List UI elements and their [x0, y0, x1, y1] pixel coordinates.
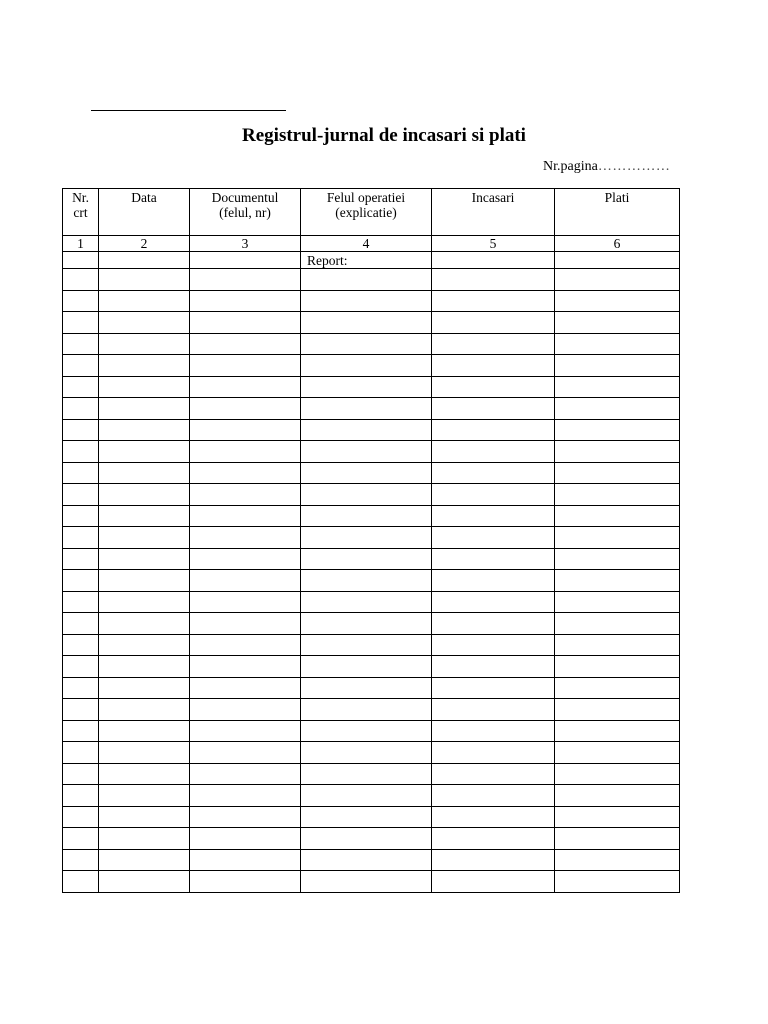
table-cell: [190, 269, 301, 291]
table-cell: [432, 290, 555, 312]
table-cell: [190, 376, 301, 398]
header-documentul: Documentul (felul, nr): [190, 189, 301, 236]
table-cell: [99, 613, 190, 635]
table-cell: [99, 441, 190, 463]
table-cell: [555, 376, 680, 398]
table-cell: [555, 462, 680, 484]
column-number: 4: [301, 236, 432, 252]
table-row: [63, 441, 680, 463]
table-cell: [190, 355, 301, 377]
table-cell: [99, 570, 190, 592]
table-cell: [190, 290, 301, 312]
table-cell: [301, 828, 432, 850]
table-cell: [555, 252, 680, 269]
table-cell: [99, 269, 190, 291]
table-cell: [432, 527, 555, 549]
table-row: [63, 677, 680, 699]
table-cell: [99, 742, 190, 764]
table-cell: [63, 333, 99, 355]
table-cell: [432, 462, 555, 484]
table-cell: [301, 441, 432, 463]
table-cell: [432, 269, 555, 291]
table-cell: [190, 634, 301, 656]
table-cell: [432, 634, 555, 656]
table-cell: [190, 677, 301, 699]
table-row: [63, 591, 680, 613]
table-cell: [63, 419, 99, 441]
table-cell: [555, 785, 680, 807]
table-cell: [63, 527, 99, 549]
table-cell: [301, 269, 432, 291]
table-cell: [190, 570, 301, 592]
table-cell: [301, 656, 432, 678]
table-cell: [99, 785, 190, 807]
table-cell: [99, 720, 190, 742]
table-cell: [432, 376, 555, 398]
page-title: Registrul-jurnal de incasari si plati: [242, 125, 526, 146]
table-cell: [99, 419, 190, 441]
table-cell: [432, 570, 555, 592]
page-number-dots: ……………: [597, 159, 671, 174]
table-cell: [301, 312, 432, 334]
table-cell: [301, 419, 432, 441]
table-cell: [301, 613, 432, 635]
table-cell: [63, 742, 99, 764]
table-row: [63, 613, 680, 635]
table-cell: [301, 333, 432, 355]
report-label: Report:: [301, 252, 432, 269]
table-cell: [190, 484, 301, 506]
table-row: [63, 376, 680, 398]
table-cell: [63, 290, 99, 312]
table-cell: [99, 699, 190, 721]
table-cell: [432, 763, 555, 785]
table-row: [63, 505, 680, 527]
table-cell: [63, 570, 99, 592]
table-cell: [555, 548, 680, 570]
table-cell: [99, 871, 190, 893]
table-row: [63, 763, 680, 785]
table-cell: [555, 527, 680, 549]
table-cell: [190, 785, 301, 807]
table-cell: [190, 252, 301, 269]
table-cell: [63, 269, 99, 291]
table-cell: [190, 613, 301, 635]
table-cell: [555, 484, 680, 506]
table-cell: [432, 720, 555, 742]
table-cell: [63, 634, 99, 656]
table-row: [63, 398, 680, 420]
table-cell: [555, 591, 680, 613]
table-row: [63, 462, 680, 484]
table-row: [63, 269, 680, 291]
page-number-label: Nr.pagina: [543, 159, 598, 174]
table-cell: [555, 441, 680, 463]
table-row: [63, 849, 680, 871]
table-cell: [301, 591, 432, 613]
table-cell: [301, 699, 432, 721]
table-row: [63, 828, 680, 850]
table-cell: [99, 252, 190, 269]
table-cell: [301, 677, 432, 699]
table-cell: [301, 785, 432, 807]
table-cell: [301, 355, 432, 377]
table-cell: [99, 484, 190, 506]
table-cell: [301, 376, 432, 398]
table-cell: [63, 785, 99, 807]
table-cell: [63, 720, 99, 742]
table-cell: [301, 634, 432, 656]
table-cell: [555, 742, 680, 764]
table-cell: [301, 462, 432, 484]
table-cell: [63, 849, 99, 871]
table-cell: [301, 570, 432, 592]
table-cell: [432, 656, 555, 678]
table-cell: [190, 742, 301, 764]
table-row: [63, 484, 680, 506]
table-cell: [190, 548, 301, 570]
table-cell: [301, 548, 432, 570]
table-cell: [301, 527, 432, 549]
table-cell: [63, 806, 99, 828]
table-cell: [99, 290, 190, 312]
table-row: [63, 570, 680, 592]
table-row: [63, 656, 680, 678]
column-number: 2: [99, 236, 190, 252]
table-cell: [301, 763, 432, 785]
table-cell: [301, 742, 432, 764]
table-row: [63, 785, 680, 807]
column-number: 1: [63, 236, 99, 252]
table-cell: [555, 720, 680, 742]
table-cell: [190, 527, 301, 549]
table-cell: [301, 849, 432, 871]
table-cell: [432, 505, 555, 527]
table-cell: [555, 871, 680, 893]
table-cell: [190, 591, 301, 613]
table-row: [63, 419, 680, 441]
table-cell: [432, 828, 555, 850]
table-cell: [432, 548, 555, 570]
table-cell: [190, 763, 301, 785]
table-cell: [432, 677, 555, 699]
table-cell: [63, 376, 99, 398]
column-number: 3: [190, 236, 301, 252]
table-cell: [99, 333, 190, 355]
table-cell: [555, 849, 680, 871]
table-cell: [63, 441, 99, 463]
header-incasari: Incasari: [432, 189, 555, 236]
table-cell: [99, 591, 190, 613]
table-cell: [190, 333, 301, 355]
table-cell: [99, 634, 190, 656]
header-plati: Plati: [555, 189, 680, 236]
table-cell: [555, 656, 680, 678]
table-cell: [190, 828, 301, 850]
table-cell: [99, 376, 190, 398]
table-cell: [99, 548, 190, 570]
table-cell: [432, 871, 555, 893]
table-row: [63, 634, 680, 656]
table-cell: [432, 785, 555, 807]
table-cell: [63, 484, 99, 506]
table-row: [63, 312, 680, 334]
table-cell: [190, 849, 301, 871]
column-number: 6: [555, 236, 680, 252]
table-cell: [99, 355, 190, 377]
table-cell: [555, 419, 680, 441]
table-cell: [432, 252, 555, 269]
signature-line: [91, 110, 286, 111]
table-cell: [432, 333, 555, 355]
table-cell: [99, 806, 190, 828]
table-cell: [432, 419, 555, 441]
table-cell: [555, 290, 680, 312]
table-cell: [555, 677, 680, 699]
table-cell: [432, 484, 555, 506]
table-cell: [190, 656, 301, 678]
table-cell: [301, 806, 432, 828]
table-cell: [432, 849, 555, 871]
table-cell: [99, 527, 190, 549]
report-row: [63, 252, 680, 269]
table-cell: [99, 505, 190, 527]
table-cell: [555, 505, 680, 527]
table-cell: [555, 806, 680, 828]
table-cell: [99, 398, 190, 420]
table-row: [63, 290, 680, 312]
table-cell: [555, 269, 680, 291]
table-cell: [555, 613, 680, 635]
table-cell: [99, 763, 190, 785]
table-cell: [63, 462, 99, 484]
column-number-row: [63, 236, 680, 252]
table-cell: [99, 462, 190, 484]
table-cell: [301, 720, 432, 742]
table-cell: [432, 355, 555, 377]
table-cell: [190, 505, 301, 527]
table-cell: [63, 591, 99, 613]
table-cell: [190, 699, 301, 721]
table-row: [63, 355, 680, 377]
table-cell: [190, 398, 301, 420]
table-cell: [432, 441, 555, 463]
table-row: [63, 720, 680, 742]
table-row: [63, 742, 680, 764]
table-header-row: [63, 189, 680, 236]
table-cell: [301, 398, 432, 420]
table-row: [63, 871, 680, 893]
table-cell: [432, 806, 555, 828]
table-cell: [99, 656, 190, 678]
table-row: [63, 699, 680, 721]
header-data: Data: [99, 189, 190, 236]
table-cell: [190, 419, 301, 441]
table-cell: [432, 312, 555, 334]
table-cell: [190, 720, 301, 742]
table-cell: [99, 849, 190, 871]
register-table: [62, 188, 680, 893]
table-cell: [63, 613, 99, 635]
table-cell: [301, 290, 432, 312]
table-cell: [555, 355, 680, 377]
table-cell: [99, 312, 190, 334]
table-cell: [99, 677, 190, 699]
table-cell: [432, 742, 555, 764]
table-cell: [432, 591, 555, 613]
table-cell: [63, 656, 99, 678]
table-cell: [63, 312, 99, 334]
column-number: 5: [432, 236, 555, 252]
table-cell: [190, 806, 301, 828]
table-cell: [63, 355, 99, 377]
table-cell: [63, 828, 99, 850]
table-cell: [555, 634, 680, 656]
table-cell: [555, 570, 680, 592]
table-cell: [63, 699, 99, 721]
table-cell: [432, 699, 555, 721]
table-cell: [63, 398, 99, 420]
table-row: [63, 333, 680, 355]
table-cell: [63, 548, 99, 570]
table-cell: [301, 484, 432, 506]
table-cell: [555, 398, 680, 420]
table-cell: [190, 871, 301, 893]
header-nr-crt: Nr. crt: [63, 189, 99, 236]
table-row: [63, 527, 680, 549]
table-cell: [63, 677, 99, 699]
table-cell: [301, 505, 432, 527]
table-cell: [63, 505, 99, 527]
table-cell: [432, 398, 555, 420]
table-row: [63, 548, 680, 570]
table-cell: [555, 828, 680, 850]
table-cell: [190, 312, 301, 334]
table-cell: [555, 333, 680, 355]
header-felul-operatiei: Felul operatiei (explicatie): [301, 189, 432, 236]
table-cell: [99, 828, 190, 850]
table-cell: [555, 312, 680, 334]
table-cell: [63, 252, 99, 269]
table-cell: [432, 613, 555, 635]
table-cell: [190, 462, 301, 484]
table-cell: [301, 871, 432, 893]
table-cell: [63, 763, 99, 785]
page-number-field: [543, 159, 670, 175]
table-cell: [190, 441, 301, 463]
table-row: [63, 806, 680, 828]
table-cell: [555, 699, 680, 721]
table-cell: [555, 763, 680, 785]
table-cell: [63, 871, 99, 893]
